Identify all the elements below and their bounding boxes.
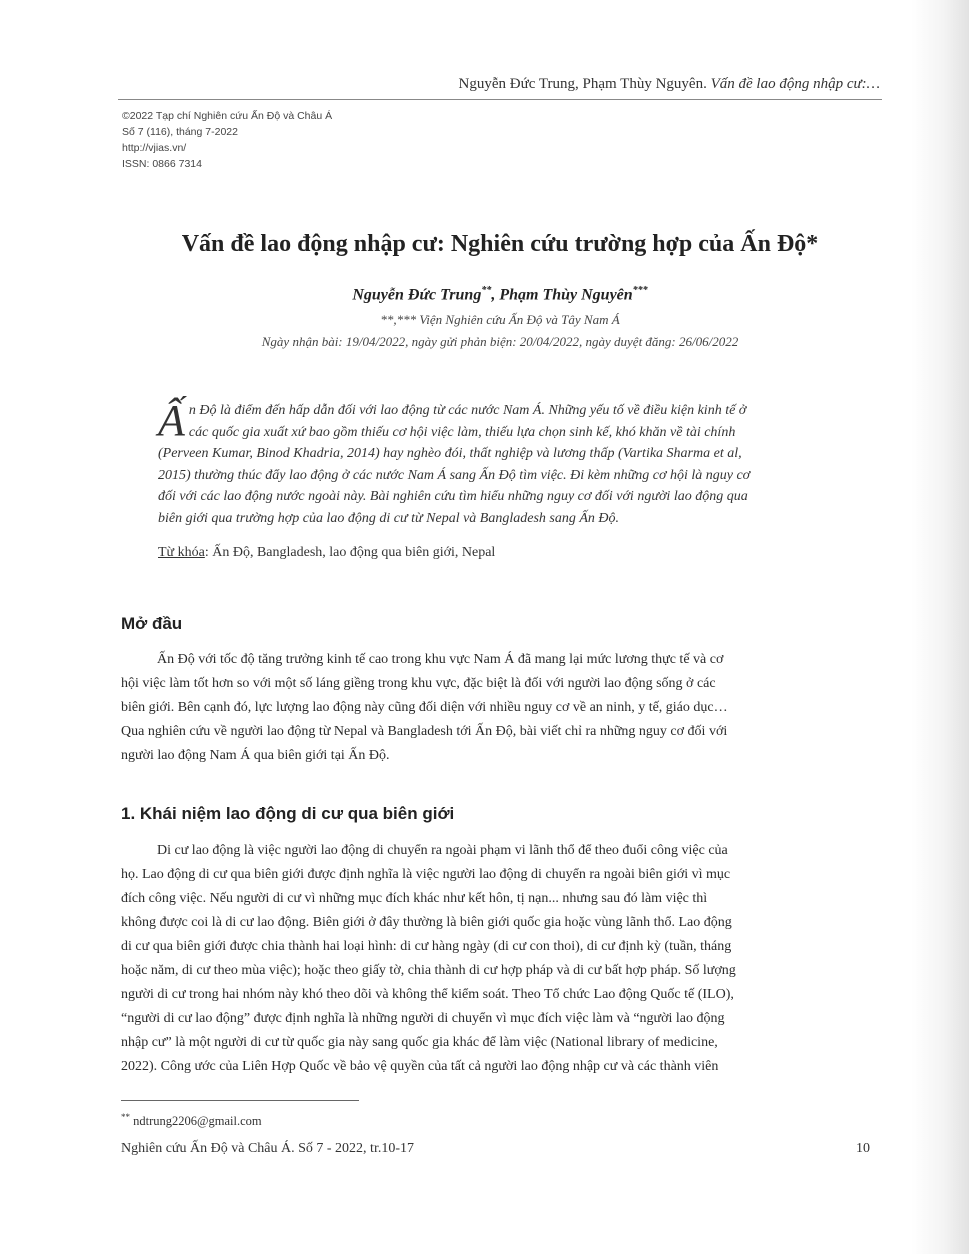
section-1-line: Di cư lao động là việc người lao động di chuyển ra ngoài phạm vi lãnh thổ để theo đuổi công việc của bbox=[157, 843, 728, 858]
author-2: Phạm Thùy Nguyên bbox=[499, 286, 633, 304]
submission-dates: Ngày nhận bài: 19/04/2022, ngày gửi phản biện: 20/04/2022, ngày duyệt đăng: 26/06/2022 bbox=[261, 334, 739, 349]
abstract-line: (Perveen Kumar, Binod Khadria, 2014) hay nghèo đói, thất nghiệp và lương thấp (Vartika Sharma et al, bbox=[158, 446, 742, 461]
abstract-line: 2015) thường thúc đẩy lao động ở các nước Nam Á sang Ấn Độ tìm việc. Đi kèm những cơ hội là nguy cơ bbox=[158, 467, 751, 483]
journal-copyright: ©2022 Tạp chí Nghiên cứu Ấn Độ và Châu Á bbox=[122, 110, 333, 122]
section-1-line: không được coi là di cư lao động. Biên giới ở đây thường là biên giới quốc gia hoặc vùng lãnh thổ. Lao động bbox=[121, 915, 732, 930]
author-2-mark: *** bbox=[632, 285, 648, 296]
abstract-line: biên giới qua trường hợp của lao động di cư từ Nepal và Bangladesh sang Ấn Độ. bbox=[158, 510, 620, 526]
scan-edge-shadow bbox=[911, 0, 969, 1254]
running-head bbox=[280, 76, 880, 96]
journal-issn: ISSN: 0866 7314 bbox=[122, 158, 202, 170]
keywords bbox=[158, 545, 882, 561]
section-1-line: người di cư trong hai nhóm này khó theo dõi và không thể kiểm soát. Theo Tổ chức Lao động Quốc tế (ILO), bbox=[121, 987, 734, 1002]
intro-line: hội việc làm tốt hơn so với một số láng giềng trong khu vực, đặc biệt là đối với người lao động sống ở các bbox=[121, 676, 716, 691]
intro-line: Qua nghiên cứu về người lao động từ Nepal và Bangladesh tới Ấn Độ, bài viết chỉ ra những nguy cơ đối với bbox=[121, 724, 728, 739]
page-number: 10 bbox=[856, 1141, 870, 1156]
running-head-authors: Nguyễn Đức Trung, Phạm Thùy Nguyên. bbox=[458, 76, 707, 92]
author-1: Nguyễn Đức Trung bbox=[352, 286, 482, 304]
author-1-mark: ** bbox=[481, 285, 492, 296]
abstract bbox=[158, 396, 882, 529]
intro-line: biên giới. Bên cạnh đó, lực lượng lao động này cũng đối diện với nhiều nguy cơ về an ninh, y tế, giáo dục… bbox=[121, 700, 728, 715]
section-1-line: hoặc năm, di cư theo mùa việc); hoặc theo giấy tờ, chia thành di cư hợp pháp và di cư bất hợp pháp. Số lượng bbox=[121, 963, 736, 978]
section-1-line: đích công việc. Nếu người di cư vì những mục đích khác như kết hôn, tị nạn... nhưng sau đó làm việc thì bbox=[121, 891, 708, 906]
abstract-line: các quốc gia xuất xứ bao gồm thiếu cơ hội việc làm, thiếu lựa chọn sinh kế, khó khăn về tài chính bbox=[188, 424, 736, 440]
journal-meta bbox=[122, 108, 422, 172]
intro-line: Ấn Độ với tốc độ tăng trưởng kinh tế cao trong khu vực Nam Á đã mang lại mức lương thực tế và cơ bbox=[157, 652, 724, 667]
section-1-line: “người di cư lao động” được định nghĩa là những người di chuyển vì mục đích việc làm và “người lao động bbox=[121, 1011, 725, 1026]
footnote-mark: ** bbox=[121, 1112, 130, 1122]
footnote-rule bbox=[121, 1100, 359, 1101]
footer-citation: Nghiên cứu Ấn Độ và Châu Á. Số 7 - 2022, tr.10-17 bbox=[121, 1141, 415, 1156]
abstract-dropcap: Ấ bbox=[158, 396, 185, 445]
author-separator: , bbox=[491, 286, 500, 304]
header-rule bbox=[118, 99, 882, 100]
journal-url: http://vjias.vn/ bbox=[122, 142, 187, 154]
intro-heading: Mở đầu bbox=[121, 614, 183, 633]
paper-title: Vấn đề lao động nhập cư: Nghiên cứu trường hợp của Ấn Độ* bbox=[181, 231, 819, 257]
journal-issue: Số 7 (116), tháng 7-2022 bbox=[122, 126, 238, 138]
section-1-heading: 1. Khái niệm lao động di cư qua biên giới bbox=[121, 804, 455, 823]
keywords-text: : Ấn Độ, Bangladesh, lao động qua biên giới, Nepal bbox=[204, 545, 496, 560]
footnote-email: ndtrung2206@gmail.com bbox=[130, 1114, 262, 1129]
abstract-line: n Độ là điểm đến hấp dẫn đối với lao động từ các nước Nam Á. Những yếu tố về điều kiện kinh tế ở bbox=[188, 403, 747, 418]
running-head-title: Vấn đề lao động nhập cư:… bbox=[710, 76, 880, 92]
abstract-line: đối với các lao động nước ngoài này. Bài nghiên cứu tìm hiểu những nguy cơ đối với người lao động qua bbox=[158, 489, 748, 504]
section-1-line: 2022). Công ước của Liên Hợp Quốc về bảo vệ quyền của tất cả người lao động nhập cư và các thành viên bbox=[121, 1059, 719, 1074]
author-line bbox=[118, 285, 882, 304]
section-1-line: họ. Lao động di cư qua biên giới được định nghĩa là việc người lao động di chuyển ra ngoài biên giới vì mục bbox=[121, 867, 731, 882]
intro-paragraph bbox=[121, 648, 882, 768]
footnote bbox=[121, 1112, 521, 1129]
affiliation: **,*** Viện Nghiên cứu Ấn Độ và Tây Nam Á bbox=[380, 312, 620, 327]
section-1-line: di cư qua biên giới được chia thành hai loại hình: di cư hàng ngày (di cư con thoi), di cư định kỳ (tuần, tháng bbox=[121, 939, 732, 954]
intro-line: người lao động Nam Á qua biên giới tại Ấn Độ. bbox=[121, 748, 390, 763]
section-1-paragraph bbox=[121, 839, 882, 1079]
keywords-label: Từ khóa bbox=[158, 545, 205, 560]
section-1-line: nhập cư” là một người di cư từ quốc gia này sang quốc gia khác để làm việc (National library of medicine, bbox=[121, 1035, 718, 1050]
